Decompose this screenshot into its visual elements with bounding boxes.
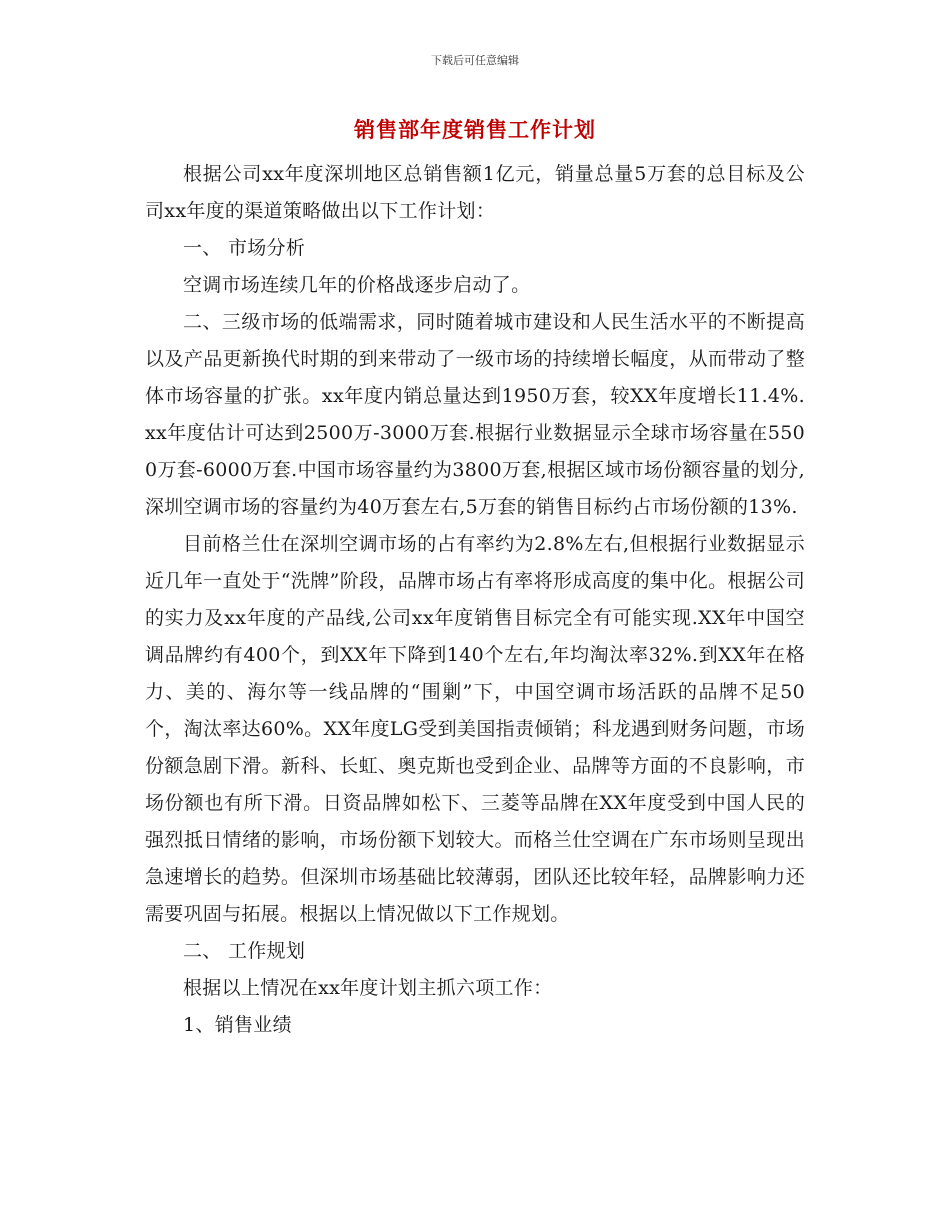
paragraph-intro: 根据公司xx年度深圳地区总销售额1亿元，销量总量5万套的总目标及公司xx年度的渠道策略做出以下工作计划： [145,163,805,222]
paragraph-price-war: 空调市场连续几年的价格战逐步启动了。 [183,274,531,296]
list-item-sales-performance: 1、销售业绩 [183,1014,292,1036]
paragraph-six-tasks: 根据以上情况在xx年度计划主抓六项工作： [183,977,553,999]
document-title: 销售部年度销售工作计划 [354,117,596,142]
paragraph-brand-share: 目前格兰仕在深圳空调市场的占有率约为2.8%左右,但根据行业数据显示近几年一直处于“洗牌”阶段，品牌市场占有率将形成高度的集中化。根据公司的实力及xx年度的产品线,公司xx年度销售目标完全有可能实现.XX年中国空调品牌约有400个，到XX年下降到140个左右,年均淘汰率32%.到XX年在格力、美的、海尔等一线品牌的“围剿”下，中国空调市场活跃的品牌不足50个，淘汰率达60%。XX年度LG受到美国指责倾销；科龙遇到财务问题，市场份额急剧下滑。新科、长虹、奥克斯也受到企业、品牌等方面的不良影响，市场份额也有所下滑。日资品牌如松下、三菱等品牌在XX年度受到中国人民的强烈抵日情绪的影响，市场份额下划较大。而格兰仕空调在广东市场则呈现出急速增长的趋势。但深圳市场基础比较薄弱，团队还比较年轻，品牌影响力还需要巩固与拓展。根据以上情况做以下工作规划。 [145,533,805,925]
page-header-note: 下载后可任意编辑 [431,54,519,67]
section-heading-work-plan: 二、 工作规划 [183,940,306,962]
document-body [145,156,805,1044]
paragraph-market-demand: 二、三级市场的低端需求，同时随着城市建设和人民生活水平的不断提高以及产品更新换代时期的到来带动了一级市场的持续增长幅度，从而带动了整体市场容量的扩张。xx年度内销总量达到1950万套，较XX年度增长11.4%.xx年度估计可达到2500万-3000万套.根据行业数据显示全球市场容量在5500万套-6000万套.中国市场容量约为3800万套,根据区域市场份额容量的划分,深圳空调市场的容量约为40万套左右,5万套的销售目标约占市场份额的13%. [145,311,805,518]
section-heading-market-analysis: 一、 市场分析 [183,237,306,259]
